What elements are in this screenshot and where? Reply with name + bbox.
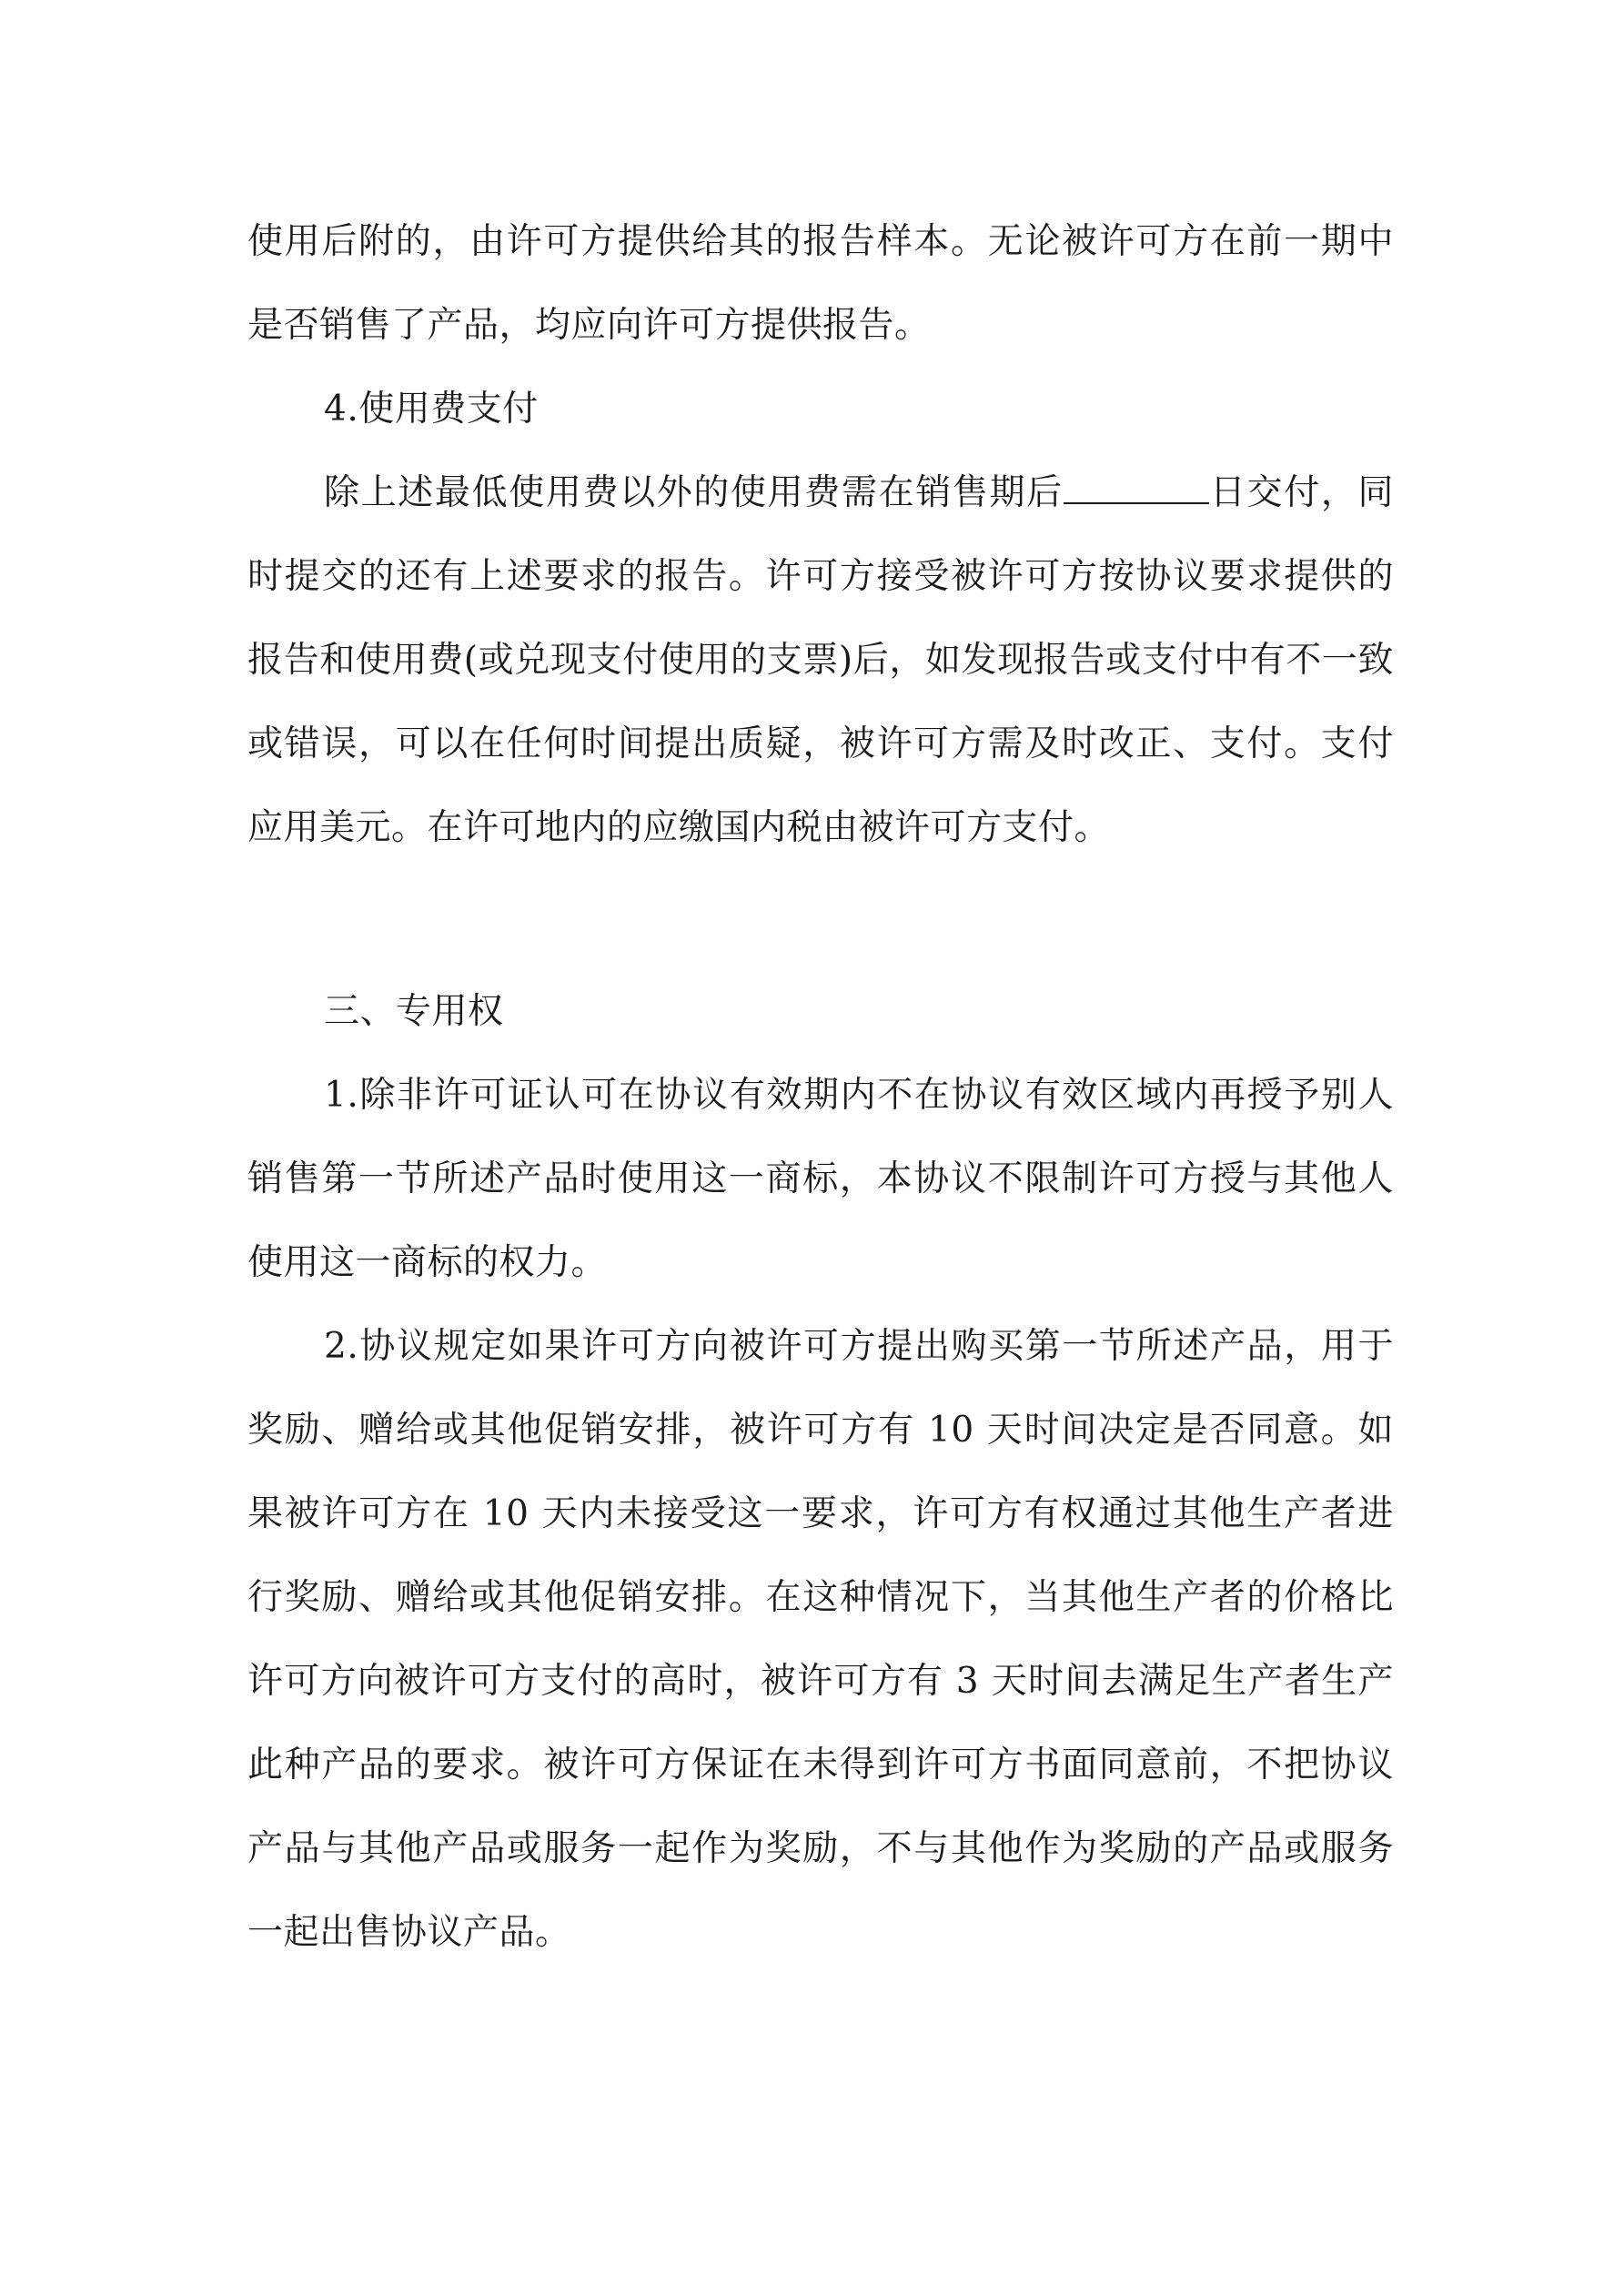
heading-royalty-payment: 4.使用费支付: [324, 389, 539, 430]
paragraph-exclusive-rights-1: 1.除非许可证认可在协议有效期内不在协议有效区域内再授予别人销售第一节所述产品时使用这一商标，本协议不限制许可方授与其他人使用这一商标的权力。: [247, 1075, 1394, 1283]
paragraph-royalty-payment-part1: 除上述最低使用费以外的使用费需在销售期后: [324, 472, 1064, 513]
paragraph-royalty-payment-part2: 日交付，同时提交的还有上述要求的报告。许可方接受被许可方按协议要求提供的报告和使用费(或兑现支付使用的支票)后，如发现报告或支付中有不一致或错误，可以在任何时间提出质疑，被许可方需及时改正、支付。支付应用美元。在许可地内的应缴国内税由被许可方支付。: [247, 472, 1394, 848]
blank-days-field: [1064, 475, 1209, 504]
paragraph-royalty-payment: [247, 451, 1394, 870]
section-title-exclusive-rights: 三、专用权: [324, 991, 504, 1032]
paragraph-exclusive-rights-2: 2.协议规定如果许可方向被许可方提出购买第一节所述产品，用于奖励、赠给或其他促销安排，被许可方有 10 天时间决定是否同意。如果被许可方在 10 天内未接受这一要求，许可方有权通过其他生产者进行奖励、赠给或其他促销安排。在这种情况下，当其他生产者的价格比许可方向被许可方支付的高时，被许可方有 3 天时间去满足生产者生产此种产品的要求。被许可方保证在未得到许可方书面同意前，不把协议产品与其他产品或服务一起作为奖励，不与其他作为奖励的产品或服务一起出售协议产品。: [247, 1326, 1394, 1953]
paragraph-report-sample: 使用后附的，由许可方提供给其的报告样本。无论被许可方在前一期中是否销售了产品，均应向许可方提供报告。: [247, 221, 1394, 346]
